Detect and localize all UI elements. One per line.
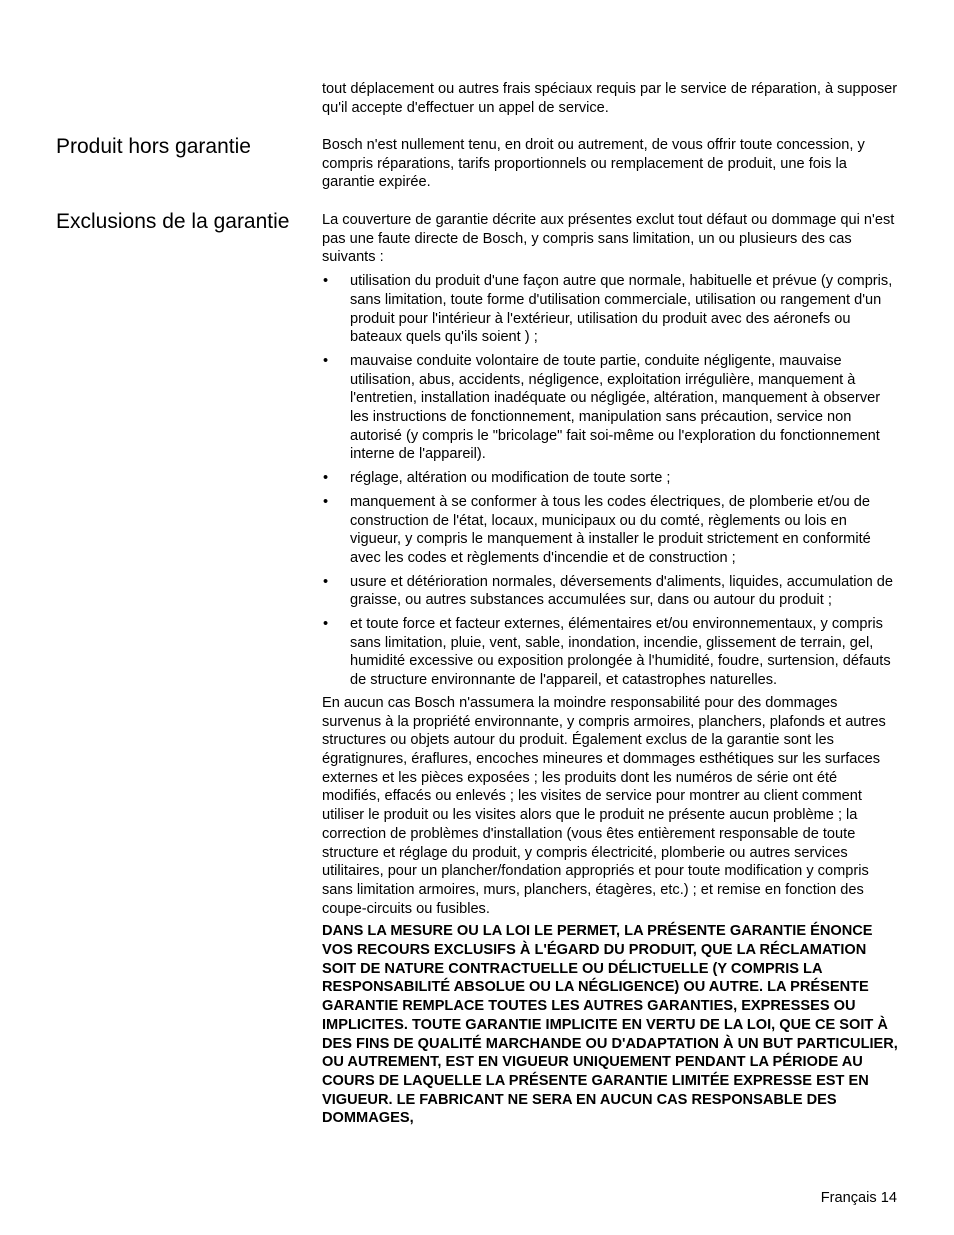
exclusion-item-text: et toute force et facteur externes, élémentaires et/ou environnementaux, y compris sans limitation, pluie, vent, sable, inondation, incendie, glissement de terrain, gel, humidité excessive ou exposition prolongée à l'humidité, foudre, surtension, défauts de structure environnante de l'appareil, et catastrophes naturelles. bbox=[350, 616, 891, 689]
exclusion-item bbox=[322, 272, 898, 347]
exclusion-item bbox=[322, 493, 898, 568]
bullet-icon: • bbox=[323, 470, 329, 487]
bullet-icon: • bbox=[323, 616, 329, 633]
exclusion-item bbox=[322, 573, 898, 610]
exclusion-item-text: manquement à se conformer à tous les codes électriques, de plomberie et/ou de construction de l'état, locaux, municipaux ou du comté, règlements ou lois en vigueur, y compris le manquement à installer le produit strictement en conformité avec les codes et règlements d'incendie et de construction ; bbox=[350, 493, 871, 566]
exclusion-item-text: utilisation du produit d'une façon autre que normale, habituelle et prévue (y compris, sans limitation, toute forme d'utilisation commerciale, utilisation ou rangement d'un produit pour l'intérieur à l'extérieur, utilisation du produit avec des aéronefs ou bateaux quels qu'ils soient ) ; bbox=[350, 273, 893, 346]
exclusion-item bbox=[322, 352, 898, 464]
bullet-icon: • bbox=[323, 273, 329, 290]
exclusion-item-text: réglage, altération ou modification de toute sorte ; bbox=[350, 470, 671, 487]
exclusion-item bbox=[322, 615, 898, 690]
bullet-icon: • bbox=[323, 493, 329, 510]
page-footer bbox=[821, 1189, 897, 1208]
bullet-icon: • bbox=[323, 352, 329, 369]
page-number-label: Français 14 bbox=[820, 1190, 897, 1206]
out-of-warranty-body bbox=[322, 136, 898, 192]
exclusions-intro-paragraph: La couverture de garantie décrite aux présentes exclut tout défaut ou dommage qui n'est pas une faute directe de Bosch, y compris sans limitation, un ou plusieurs des cas suivants : bbox=[322, 212, 895, 266]
exclusion-item-text: mauvaise conduite volontaire de toute partie, conduite négligente, mauvaise utilisation, abus, accidents, négligence, exploitation irrégulière, manquement à l'entretien, installation inadéquate ou négligée, altération, manquement à observer les instructions de fonctionnement, manipulation sans précaution, service non autorisé (y compris le "bricolage" fait soi-même ou l'exploration du fonctionnement interne de l'appareil). bbox=[350, 352, 881, 463]
out-of-warranty-paragraph: Bosch n'est nullement tenu, en droit ou autrement, de vous offrir toute concession, y compris réparations, tarifs proportionnels ou remplacement de produit, une fois la garantie expirée. bbox=[322, 137, 865, 191]
exclusion-item bbox=[322, 469, 898, 488]
exclusions-body bbox=[322, 211, 898, 1128]
bullet-icon: • bbox=[323, 573, 329, 590]
intro-continuation bbox=[322, 80, 898, 117]
heading-warranty-exclusions: Exclusions de la garantie bbox=[56, 210, 290, 233]
intro-paragraph: tout déplacement ou autres frais spéciaux requis par le service de réparation, à supposer qu'il accepte d'effectuer un appel de service. bbox=[322, 81, 898, 116]
legal-disclaimer-paragraph: DANS LA MESURE OU LA LOI LE PERMET, LA PRÉSENTE GARANTIE ÉNONCE VOS RECOURS EXCLUSIFS À L'ÉGARD DU PRODUIT, QUE LA RÉCLAMATION SOIT DE NATURE CONTRACTUELLE OU DÉLICTUELLE (Y COMPRIS LA RESPONSABILITÉ ABSOLUE OU LA NÉGLIGENCE) OU AUTRE. LA PRÉSENTE GARANTIE REMPLACE TOUTES LES AUTRES GARANTIES, EXPRESSES OU IMPLICITES. TOUTE GARANTIE IMPLICITE EN VERTU DE LA LOI, QUE CE SOIT À DES FINS DE QUALITÉ MARCHANDE OU D'ADAPTATION À UN BUT PARTICULIER, OU AUTREMENT, EST EN VIGUEUR UNIQUEMENT PENDANT LA PÉRIODE AU COURS DE LAQUELLE LA PRÉSENTE GARANTIE LIMITÉE EXPRESSE EST EN VIGUEUR. LE FABRICANT NE SERA EN AUCUN CAS RESPONSABLE DES DOMMAGES, bbox=[322, 923, 898, 1127]
liability-paragraph: En aucun cas Bosch n'assumera la moindre responsabilité pour des dommages survenus à la propriété environnante, y compris armoires, planchers, plafonds et autres structures ou objets autour du produit. Également exclus de la garantie sont les égratignures, éraflures, encoches mineures et dommages esthétiques sur les surfaces externes et les pièces exposées ; les produits dont les numéros de série ont été modifiés, effacés ou enlevés ; les visites de service pour montrer au client comment utiliser le produit ou les visites alors que le produit ne présente aucun problème ; la correction de problèmes d'installation (vous êtes entièrement responsable de toute structure et réglage du produit, y compris électricité, plomberie ou autres services utilitaires, pour un plancher/fondation appropriés et pour toute modification y compris sans limitation armoires, murs, planchers, étagères, etc.) ; et remise en fonction des coupe-circuits ou fusibles. bbox=[322, 694, 886, 917]
exclusion-item-text: usure et détérioration normales, déversements d'aliments, liquides, accumulation de graisse, ou autres substances accumulées sur, dans ou autour du produit ; bbox=[350, 573, 894, 609]
heading-out-of-warranty: Produit hors garantie bbox=[56, 135, 251, 158]
exclusions-bullet-list bbox=[322, 272, 898, 690]
